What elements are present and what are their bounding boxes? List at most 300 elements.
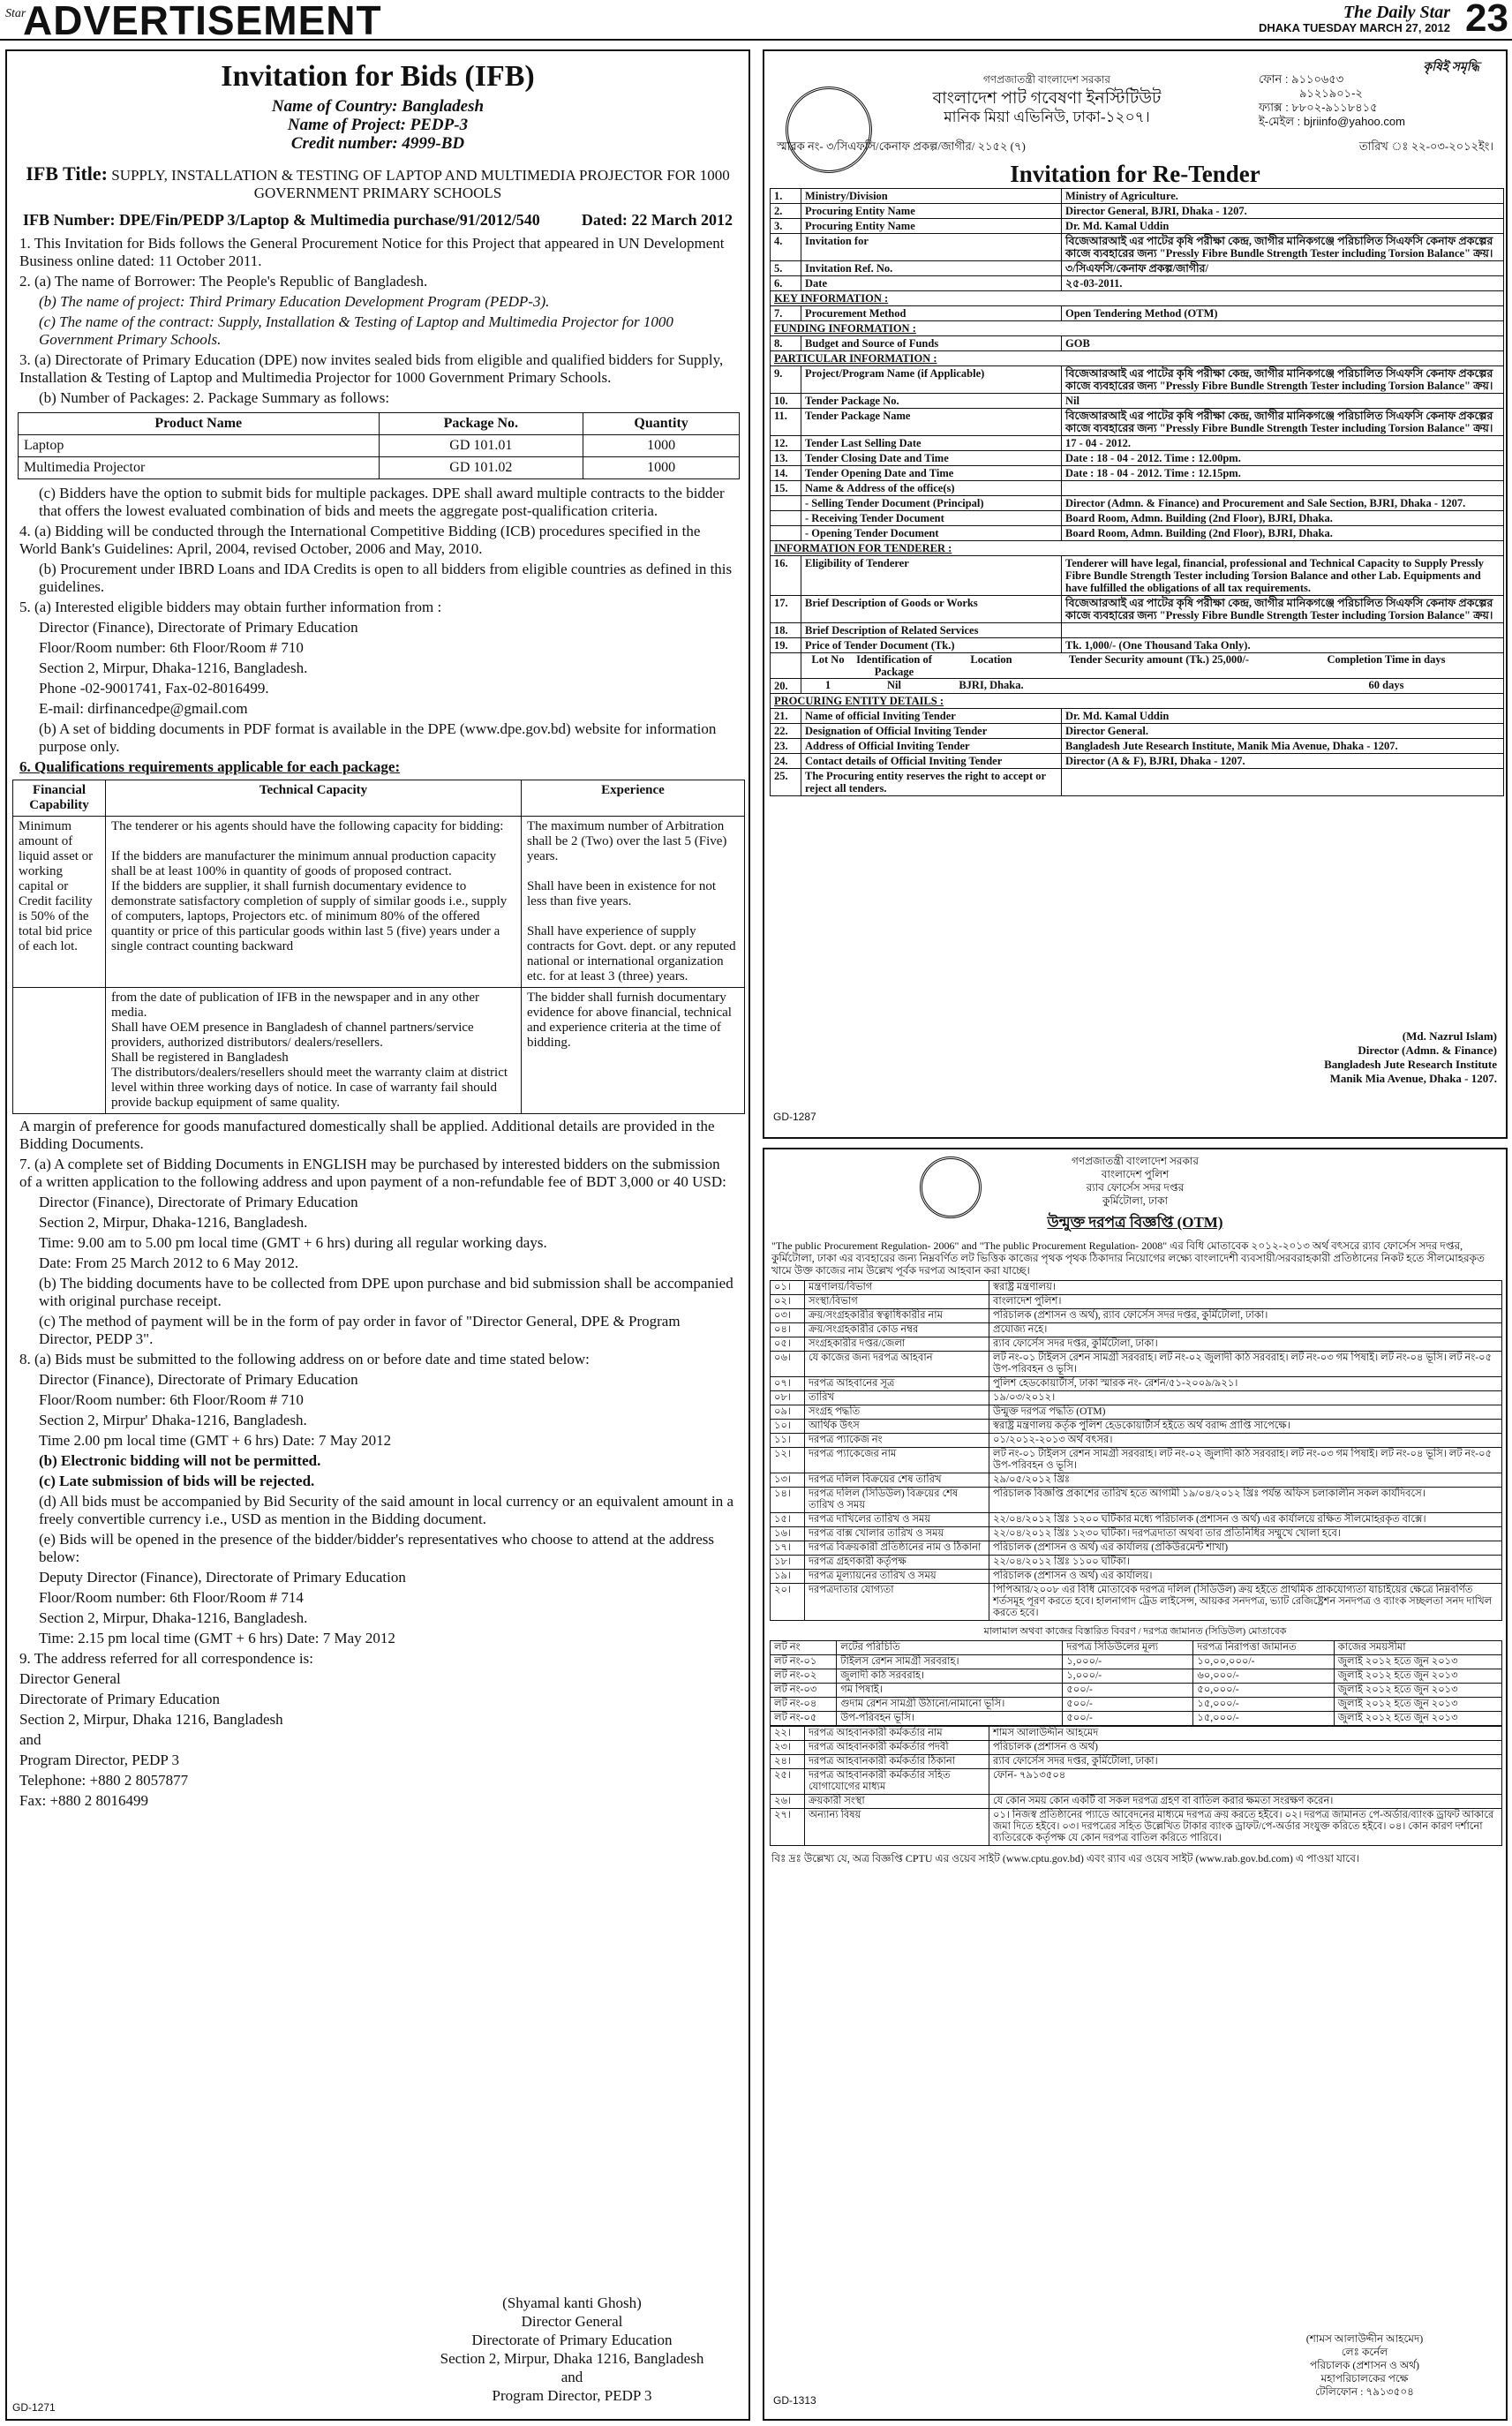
row-key: যে কাজের জন্য দরপত্র আহবান: [805, 1352, 989, 1377]
ifb-signature: [395, 2294, 748, 2405]
table-row: [771, 1488, 1502, 1513]
row-value: পরিচালক (প্রশাসন ও অর্থ) এর কার্যালয়।: [989, 1570, 1502, 1584]
exp-item: Shall have experience of supply contracts for Govt. dept. or any reputed national or international organization etc. for at least 3 (three) years.: [527, 924, 736, 983]
row-key: মন্ত্রণালয়/বিভাগ: [805, 1281, 989, 1295]
table-row: [771, 351, 1504, 366]
lot-value: 60 days: [1368, 679, 1404, 691]
row-number: 25.: [771, 769, 801, 796]
lot-row: [771, 679, 1504, 694]
masthead: The Daily Star: [1343, 3, 1450, 22]
ifb-para-8b: (b) Electronic bidding will not be permitted.: [39, 1452, 321, 1469]
signature-line: (শামস আলাউদ্দীন আহমেদ): [1305, 2332, 1424, 2345]
contact-line: ফ্যাক্স : ৮৮০২-৯১১৮৪১৫: [1259, 101, 1378, 114]
table-row: [771, 724, 1504, 739]
row-key: Contact details of Official Inviting Tender: [801, 754, 1062, 769]
row-value: Bangladesh Jute Research Institute, Manik Mia Avenue, Dhaka - 1207.: [1062, 739, 1504, 754]
row-value: পরিচালক (প্রশাসন ও অর্থ): [989, 1741, 1502, 1755]
row-number: ১২।: [771, 1448, 805, 1473]
table-row: [771, 481, 1504, 496]
table-row: [771, 1309, 1502, 1323]
row-value: Tenderer will have legal, financial, professional and Technical Capacity to Supply Pressly Fibre Bundle Strength Tester including Torsion Balance and other Lab. Equipments and have fulfilled the obligations of all tax requirements.: [1062, 556, 1504, 596]
experience-2: [522, 988, 745, 1114]
table-row: [771, 1473, 1502, 1488]
row-value: Open Tendering Method (OTM): [1062, 306, 1504, 321]
lot-no: লট নং-০৩: [771, 1684, 837, 1698]
address-line: Directorate of Primary Education: [19, 1691, 221, 1707]
table-row: [771, 1584, 1502, 1621]
row-number: ১০।: [771, 1420, 805, 1434]
row-key: - Selling Tender Document (Principal): [801, 496, 1062, 511]
ifb-para-1: 1. This Invitation for Bids follows the General Procurement Notice for this Project that appeared in UN Development Business online dated: 11 October 2011.: [19, 235, 725, 269]
table-row: [771, 769, 1504, 796]
row-value: ২২/০৪/২০১২ খ্রিঃ ১২০০ ঘটিকার মধ্যে পরিচালক (প্রশাসন ও অর্থ) এর কার্যালয়ে রক্ষিত সীলমোহরকৃত বাক্সে।: [989, 1513, 1502, 1527]
table-row: [771, 1295, 1502, 1309]
tech-item: Shall have OEM presence in Bangladesh of channel partners/service providers, authorized distributors/ dealers/resellers.: [111, 1021, 474, 1050]
row-value: পরিচালক (প্রশাসন ও অর্থ), র‍্যাব ফোর্সেস সদর দপ্তর, কুর্মিটোলা, ঢাকা।: [989, 1309, 1502, 1323]
empty-cell: [13, 988, 106, 1114]
memo-number: স্মারক নং- ৩/সিএফসি/কেনাফ প্রকল্প/জাগীর/ ২১৫২ (৭): [777, 139, 1026, 153]
pkg-header: Product Name: [19, 413, 380, 435]
pkg-qty: 1000: [583, 435, 740, 457]
row-number: 11.: [771, 409, 801, 436]
lot-security: ৫০,০০০/-: [1193, 1684, 1334, 1698]
row-value: বিজেআরআই এর পাটের কৃষি পরীক্ষা কেন্দ্র, জাগীর মানিকগঞ্জে পরিচালিত সিএফসি কেনাফ প্রকল্পের কাজে ব্যবহারের জন্য "Pressly Fibre Bundle Strength Tester including Torsion Balance" ক্রয়।: [1062, 596, 1504, 623]
header-line: কুর্মিটোলা, ঢাকা: [1102, 1194, 1168, 1207]
row-value: র‍্যাব ফোর্সেস সদর দপ্তর, কুর্মিটোলা, ঢাকা।: [989, 1337, 1502, 1352]
financial-capability: Minimum amount of liquid asset or working capital or Credit facility is 50% of the total bid price of each lot.: [13, 817, 106, 988]
signature-line: Directorate of Primary Education: [471, 2332, 673, 2348]
lot-no: লট নং-০৫: [771, 1712, 837, 1726]
row-number: ২৩।: [771, 1741, 805, 1755]
row-number: 13.: [771, 451, 801, 466]
pkg-qty: 1000: [583, 457, 740, 479]
row-value: Board Room, Admn. Building (2nd Floor), BJRI, Dhaka.: [1062, 511, 1504, 526]
lot-price: ৫০০/-: [1063, 1698, 1193, 1712]
address-line: Section 2, Mirpur, Dhaka-1216, Bangladesh.: [39, 1609, 308, 1626]
lot-security: ১৫,০০০/-: [1193, 1712, 1334, 1726]
row-number: ০৩।: [771, 1309, 805, 1323]
tech-item: If the bidders are manufacturer the minimum annual production capacity shall be at least 100% in quantity of goods of proposed contract.: [111, 849, 497, 878]
address-line: Fax: +880 2 8016499: [19, 1792, 149, 1809]
contact-line: ই-মেইল : bjriinfo@yahoo.com: [1259, 115, 1405, 128]
ifb-title-text: SUPPLY, INSTALLATION & TESTING OF LAPTOP AND MULTIMEDIA PROJECTOR FOR 1000 GOVERNMENT PRIMARY SCHOOLS: [111, 167, 730, 201]
pkg-name: Multimedia Projector: [19, 457, 380, 479]
row-key: দরপত্র আহবানকারী কর্মকর্তার নাম: [805, 1727, 989, 1741]
otm-signature: [1250, 2332, 1479, 2399]
signature-line: Manik Mia Avenue, Dhaka - 1207.: [1329, 1072, 1497, 1085]
section-heading: PARTICULAR INFORMATION :: [771, 351, 1504, 366]
table-row: [771, 1281, 1502, 1295]
row-number: ০৮।: [771, 1391, 805, 1405]
row-number: ০৫।: [771, 1337, 805, 1352]
row-value: স্বরাষ্ট্র মন্ত্রণালয় কর্তৃক পুলিশ হেডকোয়ার্টার্স হইতে অর্থ বরাদ্দ প্রাপ্তি সাপেক্ষে।: [989, 1420, 1502, 1434]
ad-code: GD-1271: [12, 2401, 56, 2414]
row-value: শামস আলাউদ্দীন আহমেদ: [989, 1727, 1502, 1741]
ifb-para-2b: (b) The name of project: Third Primary Education Development Program (PEDP-3).: [39, 293, 550, 310]
table-row: [771, 1323, 1502, 1337]
signature-line: (Md. Nazrul Islam): [1402, 1029, 1497, 1043]
page-number: 23: [1465, 0, 1508, 40]
issue-date: DHAKA TUESDAY MARCH 27, 2012: [1259, 21, 1450, 34]
header-line: মানিক মিয়া এভিনিউ, ঢাকা-১২০৭।: [944, 109, 1150, 125]
exp-item: The maximum number of Arbitration shall be 2 (Two) over the last 5 (Five) years.: [527, 819, 727, 863]
qual-header: Technical Capacity: [106, 780, 522, 817]
row-number: 12.: [771, 436, 801, 451]
row-number: 16.: [771, 556, 801, 596]
row-number: 10.: [771, 394, 801, 409]
ifb-body-2: [7, 485, 748, 776]
address-line: Time: 9.00 am to 5.00 pm local time (GMT + 6 hrs) during all regular working days.: [39, 1234, 547, 1251]
row-key: সংগ্রহ পদ্ধতি: [805, 1405, 989, 1420]
ifb-credit: Credit number: 4999-BD: [290, 134, 465, 153]
row-number: 17.: [771, 596, 801, 623]
table-row: [771, 261, 1504, 276]
row-number: ১৬।: [771, 1527, 805, 1541]
ifb-advertisement: [5, 49, 750, 2421]
ifb-para-3b: (b) Number of Packages: 2. Package Summary as follows:: [39, 389, 390, 406]
table-row: [771, 1755, 1502, 1769]
row-number: 20.: [771, 679, 801, 694]
row-number: 21.: [771, 709, 801, 724]
row-key: দরপত্র আহবানকারী কর্মকর্তার পদবী: [805, 1741, 989, 1755]
table-row: [771, 1741, 1502, 1755]
otm-advertisement: [763, 1148, 1508, 2421]
row-value: Date : 18 - 04 - 2012. Time : 12.00pm.: [1062, 451, 1504, 466]
signature-line: Bangladesh Jute Research Institute: [1324, 1058, 1497, 1071]
slogan: কৃষিই সমৃদ্ধি: [1423, 61, 1479, 74]
row-number: ২৬।: [771, 1795, 805, 1809]
lot-header-cell: [801, 653, 1504, 679]
ifb-para-7a: 7. (a) A complete set of Bidding Documents in ENGLISH may be purchased by interested bidders on the submission of a written application to the following address and upon payment of a non-refundable fee of BDT 3,000 or 40 USD:: [19, 1156, 726, 1190]
row-value: Director (Admn. & Finance) and Procurement and Sale Section, BJRI, Dhaka - 1207.: [1062, 496, 1504, 511]
table-row: [771, 234, 1504, 261]
lot-no: লট নং-০২: [771, 1669, 837, 1684]
table-row: [771, 436, 1504, 451]
table-row: [771, 1795, 1502, 1809]
row-number: [771, 496, 801, 511]
row-number: ১৪।: [771, 1488, 805, 1513]
row-key: - Receiving Tender Document: [801, 511, 1062, 526]
row-number: [771, 511, 801, 526]
row-value: ০১। নিজস্ব প্রতিষ্ঠানের প্যাডে আবেদনের মাধ্যমে দরপত্র ক্রয় করতে হইবে। ০২। দরপত্র জামানত পে-অর্ডার/ব্যাংক ড্রাফট আকারে জমা দিতে হইবে। ০৩। দরপত্রের সহিত উল্লেখিত টাকার ব্যাংক ড্রাফট/পে-অর্ডার সংযুক্ত করিতে হইবে। ০৪। কোন কারণ দর্শানো ব্যতিরেকে কর্তৃপক্ষ যে কোন দরপত্র বাতিল করিতে পারিবে।: [989, 1809, 1502, 1846]
row-value: ১৯/০৩/২০১২।: [989, 1391, 1502, 1405]
row-number: 22.: [771, 724, 801, 739]
address-line: Director (Finance), Directorate of Primary Education: [39, 1194, 358, 1210]
row-value: ফোন- ৭৯১৩৫০৪: [989, 1769, 1502, 1795]
lot-header: লটের পরিচিতি: [837, 1641, 1063, 1655]
table-row: [771, 1513, 1502, 1527]
lot-header-group: [801, 653, 1503, 678]
table-row: [771, 694, 1504, 709]
row-value: [1062, 623, 1504, 638]
row-key: দরপত্রদাতার যোগ্যতা: [805, 1584, 989, 1621]
technical-capacity: [106, 817, 522, 988]
tech-item: The distributors/dealers/resellers should meet the warranty claim at district level within three working days of notice. In case of warranty fail should provide backup equipment of same quality.: [111, 1066, 508, 1110]
table-row: [771, 466, 1504, 481]
row-key: Budget and Source of Funds: [801, 336, 1062, 351]
row-number: 7.: [771, 306, 801, 321]
address-line: Section 2, Mirpur, Dhaka-1216, Bangladesh.: [39, 659, 308, 676]
row-number: 1.: [771, 189, 801, 204]
lot-header: দরপত্র নিরাপত্তা জামানত: [1193, 1641, 1334, 1655]
table-row: [771, 1337, 1502, 1352]
row-key: Name & Address of the office(s): [801, 481, 1062, 496]
row-key: Tender Last Selling Date: [801, 436, 1062, 451]
address-line: Floor/Room number: 6th Floor/Room # 710: [39, 639, 304, 656]
row-number: ২৫।: [771, 1769, 805, 1795]
row-number: 3.: [771, 219, 801, 234]
lot-value: Nil: [887, 679, 901, 691]
row-key: সংগ্রহকারীর দপ্তর/জেলা: [805, 1337, 989, 1352]
rab-emblem-icon: [920, 1156, 982, 1218]
header-line: গণপ্রজাতন্ত্রী বাংলাদেশ সরকার: [1071, 1155, 1200, 1167]
ifb-heading: Invitation for Bids (IFB): [221, 60, 535, 93]
row-number: ২৭।: [771, 1809, 805, 1846]
row-value: বাংলাদেশ পুলিশ।: [989, 1295, 1502, 1309]
table-row: [771, 219, 1504, 234]
row-number: [771, 526, 801, 541]
retender-title: Invitation for Re-Tender: [1010, 161, 1260, 187]
lot-price: ৫০০/-: [1063, 1684, 1193, 1698]
lot-name: গুদাম রেশন সামগ্রী উঠানো/নামানো ভূসি।: [837, 1698, 1063, 1712]
lot-time: জুলাই ২০১২ হতে জুন ২০১৩: [1334, 1669, 1501, 1684]
section-heading: INFORMATION FOR TENDERER :: [771, 541, 1504, 556]
row-number: ০৪।: [771, 1323, 805, 1337]
row-value: উন্মুক্ত দরপত্র পদ্ধতি (OTM): [989, 1405, 1502, 1420]
row-key: Invitation Ref. No.: [801, 261, 1062, 276]
table-row: [771, 709, 1504, 724]
pkg-header: Quantity: [583, 413, 740, 435]
table-row: [771, 1769, 1502, 1795]
row-value: ০১/২০১২-২০১৩ অর্থ বৎসর।: [989, 1434, 1502, 1448]
tech-item: from the date of publication of IFB in the newspaper and in any other media.: [111, 991, 479, 1020]
table-row: [771, 1698, 1502, 1712]
table-row: [771, 1448, 1502, 1473]
row-number: ১৮।: [771, 1556, 805, 1570]
margin-of-preference: A margin of preference for goods manufactured domestically shall be applied. Additional details are provided in the Bidding Documents.: [19, 1118, 715, 1152]
row-number: ২০।: [771, 1584, 805, 1621]
header-line: বাংলাদেশ পুলিশ: [1101, 1168, 1170, 1180]
email-line: E-mail: dirfinancedpe@gmail.com: [39, 700, 248, 717]
signature-line: Section 2, Mirpur, Dhaka 1216, Bangladesh: [440, 2350, 704, 2367]
lot-security: ১০,০০,০০০/-: [1193, 1655, 1334, 1669]
row-key: Date: [801, 276, 1062, 291]
table-row: [771, 1405, 1502, 1420]
lot-time: জুলাই ২০১২ হতে জুন ২০১৩: [1334, 1698, 1501, 1712]
row-value: স্বরাষ্ট্র মন্ত্রণালয়।: [989, 1281, 1502, 1295]
memo-row: [764, 126, 1506, 157]
address-line: Time: 2.15 pm local time (GMT + 6 hrs) Date: 7 May 2012: [39, 1630, 395, 1646]
ifb-title: [7, 162, 748, 202]
address-line: Section 2, Mirpur, Dhaka 1216, Bangladesh: [19, 1711, 283, 1728]
row-key: Tender Opening Date and Time: [801, 466, 1062, 481]
row-key: Ministry/Division: [801, 189, 1062, 204]
experience: [522, 817, 745, 988]
row-key: দরপত্র বিক্রয়কারী প্রতিষ্ঠানের নাম ও ঠিকানা: [805, 1541, 989, 1556]
lot-header: দরপত্র সিডিউলের মূল্য: [1063, 1641, 1193, 1655]
address-line: Program Director, PEDP 3: [19, 1752, 179, 1768]
row-value: Board Room, Admn. Building (2nd Floor), BJRI, Dhaka.: [1062, 526, 1504, 541]
address-line: Director (Finance), Directorate of Primary Education: [39, 1371, 358, 1388]
row-key: ক্রয়/সংগ্রহকারীর কোড নম্বর: [805, 1323, 989, 1337]
row-value: Director (A & F), BJRI, Dhaka - 1207.: [1062, 754, 1504, 769]
lot-time: জুলাই ২০১২ হতে জুন ২০১৩: [1334, 1684, 1501, 1698]
lot-price: ৫০০/-: [1063, 1712, 1193, 1726]
row-number: ০৭।: [771, 1377, 805, 1391]
row-key: Tender Package No.: [801, 394, 1062, 409]
ifb-title-label: IFB Title:: [26, 162, 108, 185]
otm-intro: "The public Procurement Regulation- 2006" and "The public Procurement Regulation- 2008" এর বিধি মোতাবেক ২০১২-২০১৩ অর্থ বৎসরে র‍্যাব ফোর্সেস সদর দপ্তর, কুর্মিটোলা, ঢাকা এর ব্যবহারের জন্য নিম্নবর্ণিত লট ভিত্তিক কাজের পৃথক পৃথক ঠিকাদার নিয়োগের লক্ষ্যে বাংলাদেশী ব্যবসায়ী/সরবরাহকারী প্রতিষ্ঠানের নিকট হতে সীলমোহরকৃত খামে উক্ত কাজের নাম উল্লেখ পূর্বক দরপত্র আহবান করা যাচ্ছে।: [771, 1239, 1485, 1277]
ifb-dated: Dated: 22 March 2012: [581, 211, 733, 229]
table-row: [771, 596, 1504, 623]
ifb-para-3a: 3. (a) Directorate of Primary Education (DPE) now invites sealed bids from eligible and qualified bidders for Supply, Installation & Testing of Laptop and Multimedia Projector for 1000 Government Primary Schools.: [19, 351, 724, 386]
address-line: Director (Finance), Directorate of Primary Education: [39, 619, 358, 636]
lot-security: ৬০,০০০/-: [1193, 1669, 1334, 1684]
row-key: Procurement Method: [801, 306, 1062, 321]
tech-item: The tenderer or his agents should have the following capacity for bidding:: [111, 819, 504, 833]
row-key: দরপত্র আহবানকারী কর্মকর্তার ঠিকানা: [805, 1755, 989, 1769]
row-number: ১৫।: [771, 1513, 805, 1527]
table-row: [771, 189, 1504, 204]
row-number: 9.: [771, 366, 801, 394]
lot-no: লট নং-০১: [771, 1655, 837, 1669]
table-row: [771, 1434, 1502, 1448]
table-row: [771, 291, 1504, 306]
contact-line: ৯১২১৯০১-২: [1299, 87, 1363, 100]
address-line: Section 2, Mirpur' Dhaka-1216, Bangladesh.: [39, 1412, 307, 1428]
row-value: বিজেআরআই এর পাটের কৃষি পরীক্ষা কেন্দ্র, জাগীর মানিকগঞ্জে পরিচালিত সিএফসি কেনাফ প্রকল্পের কাজে ব্যবহারের জন্য "Pressly Fibre Bundle Strength Tester including Torsion Balance" ক্রয়।: [1062, 366, 1504, 394]
row-key: Eligibility of Tenderer: [801, 556, 1062, 596]
row-value: লট নং-০১ টাইলস রেশন সামগ্রী সরবরাহ। লট নং-০২ জুলাদী কাঠ সরবরাহ। লট নং-০৩ গম পিষাই। লট নং-০৪ ভূসি। লট নং-০৫ উপ-পরিবহন ও ভূসি।: [989, 1448, 1502, 1473]
row-number: ০১।: [771, 1281, 805, 1295]
ifb-para-2c: (c) The name of the contract: Supply, Installation & Testing of Laptop and Multimedia Projector for 1000 Government Primary Schools.: [39, 313, 673, 348]
otm-title: উন্মুক্ত দরপত্র বিজ্ঞপ্তি (OTM): [1047, 1214, 1223, 1231]
ifb-para-5a: 5. (a) Interested eligible bidders may obtain further information from :: [19, 599, 442, 615]
qual-header: Experience: [522, 780, 745, 817]
signature-line: Director (Admn. & Finance): [1358, 1043, 1497, 1057]
row-value: বিজেআরআই এর পাটের কৃষি পরীক্ষা কেন্দ্র, জাগীর মানিকগঞ্জে পরিচালিত সিএফসি কেনাফ প্রকল্পের কাজে ব্যবহারের জন্য "Pressly Fibre Bundle Strength Tester including Torsion Balance" ক্রয়।: [1062, 409, 1504, 436]
ad-code: GD-1287: [773, 1111, 816, 1123]
row-key: অন্যান্য বিষয়: [805, 1809, 989, 1846]
row-key: দরপত্র বাক্স খোলার তারিখ ও সময়: [805, 1527, 989, 1541]
lot-header: কাজের সময়সীমা: [1334, 1641, 1501, 1655]
table-row: [771, 1684, 1502, 1698]
row-number: 23.: [771, 739, 801, 754]
row-key: দরপত্র দাখিলের তারিখ ও সময়: [805, 1513, 989, 1527]
row-value: Tk. 1,000/- (One Thousand Taka Only).: [1062, 638, 1504, 653]
table-row: [19, 457, 740, 479]
address-line: Date: From 25 March 2012 to 6 May 2012.: [39, 1254, 299, 1271]
ifb-para-8d: (d) All bids must be accompanied by Bid Security of the said amount in local currency or an equivalent amount in a freely convertible currency i.e., USD as mention in the Bidding document.: [39, 1493, 733, 1527]
lot-values: [801, 679, 1503, 691]
lot-header: Identification of Package: [856, 653, 932, 678]
pkg-header: Package No.: [379, 413, 583, 435]
table-row: [771, 1570, 1502, 1584]
table-row: [771, 739, 1504, 754]
header-line: বাংলাদেশ পাট গবেষণা ইনস্টিটিউট: [932, 89, 1162, 108]
row-number: ০৯।: [771, 1405, 805, 1420]
lot-price: ১,০০০/-: [1063, 1655, 1193, 1669]
qual-header: Financial Capability: [13, 780, 106, 817]
table-row: [771, 1655, 1502, 1669]
lot-name: টাইলস রেশন সামগ্রী সরবরাহ।: [837, 1655, 1063, 1669]
ifb-para-9: 9. The address referred for all correspondence is:: [19, 1650, 313, 1667]
row-number: 2.: [771, 204, 801, 219]
ifb-para-4b: (b) Procurement under IBRD Loans and IDA Credits is open to all bidders from eligible countries as defined in this guidelines.: [39, 561, 733, 595]
contact-line: ফোন : ৯১১০৬৫৩: [1259, 72, 1344, 86]
row-value: Director General, BJRI, Dhaka - 1207.: [1062, 204, 1504, 219]
table-row: [771, 1556, 1502, 1570]
qualification-table: [12, 780, 745, 1114]
row-key: Tender Closing Date and Time: [801, 451, 1062, 466]
row-key: The Procuring entity reserves the right to accept or reject all tenders.: [801, 769, 1062, 796]
lot-header: Location: [970, 653, 1012, 666]
ad-code: GD-1313: [773, 2394, 816, 2407]
row-value: প্রযোজ্য নহে।: [989, 1323, 1502, 1337]
empty-cell: [771, 653, 801, 679]
otm-table: [770, 1280, 1502, 1621]
address-line: Telephone: +880 2 8057877: [19, 1772, 189, 1789]
row-key: দরপত্র প্যাকেজের নাম: [805, 1448, 989, 1473]
table-row: [771, 1712, 1502, 1726]
row-number: 6.: [771, 276, 801, 291]
row-number: ১১।: [771, 1434, 805, 1448]
lot-header-row: [771, 653, 1504, 679]
retender-advertisement: [763, 49, 1508, 1139]
ifb-body: [7, 235, 748, 407]
table-row: [771, 638, 1504, 653]
row-number: ০২।: [771, 1295, 805, 1309]
ifb-para-8e: (e) Bids will be opened in the presence of the bidder/bidder's representatives who choose to attend at the address below:: [39, 1531, 714, 1565]
address-line: Floor/Room number: 6th Floor/Room # 710: [39, 1391, 304, 1408]
row-value: ২৯/০৫/২০১২ খ্রিঃ: [989, 1473, 1502, 1488]
row-value: Director General.: [1062, 724, 1504, 739]
address-line: Floor/Room number: 6th Floor/Room # 714: [39, 1589, 304, 1606]
table-row: [771, 336, 1504, 351]
table-row: [771, 321, 1504, 336]
row-key: Tender Package Name: [801, 409, 1062, 436]
row-key: দরপত্র প্যাকেজ নং: [805, 1434, 989, 1448]
row-value: পরিচালক (প্রশাসন ও অর্থ) এর কার্যালয় (প্রকিউরমেন্ট শাখা): [989, 1541, 1502, 1556]
row-number: 5.: [771, 261, 801, 276]
row-key: - Opening Tender Document: [801, 526, 1062, 541]
table-row: [771, 754, 1504, 769]
table-row: [771, 526, 1504, 541]
row-number: 15.: [771, 481, 801, 496]
row-number: 8.: [771, 336, 801, 351]
table-row: [771, 496, 1504, 511]
lot-caption: মালামাল অথবা কাজের বিস্তারিত বিবরণ / দরপত্র জামানত (সিডিউল) মোতাবেক: [983, 1626, 1287, 1637]
table-row: [771, 1391, 1502, 1405]
signature-line: and: [560, 2369, 583, 2385]
row-number: 4.: [771, 234, 801, 261]
row-value: লট নং-০১ টাইলস রেশন সামগ্রী সরবরাহ। লট নং-০২ জুলাদী কাঠ সরবরাহ। লট নং-০৩ গম পিষাই। লট নং-০৪ ভূসি। লট নং-০৫ উপ-পরিবহন ও ভূসি।: [989, 1352, 1502, 1377]
exp-item: The bidder shall furnish documentary evidence for above financial, technical and experience criteria at the time of bidding.: [527, 991, 732, 1050]
table-row: [13, 817, 745, 988]
ifb-para-4a: 4. (a) Bidding will be conducted through the International Competitive Bidding (ICB) procedures specified in the World Bank's Guidelines: April, 2004, revised October, 2006 and May, 2010.: [19, 523, 701, 557]
row-key: ক্রয়কারী সংস্থা: [805, 1795, 989, 1809]
row-key: দরপত্র আহবানকারী কর্মকর্তার সহিত যোগাযোগের মাধ্যম: [805, 1769, 989, 1795]
address-line: Section 2, Mirpur, Dhaka-1216, Bangladesh.: [39, 1214, 308, 1231]
ifb-para-7b: (b) The bidding documents have to be collected from DPE upon purchase and bid submission shall be accompanied with original purchase receipt.: [39, 1275, 733, 1309]
row-number: ১৭।: [771, 1541, 805, 1556]
pkg-no: GD 101.01: [379, 435, 583, 457]
table-row: [771, 204, 1504, 219]
qualification-heading: 6. Qualifications requirements applicable for each package:: [19, 758, 401, 775]
signature-line: লেঃ কর্নেল: [1341, 2346, 1388, 2358]
signature-line: Program Director, PEDP 3: [492, 2387, 652, 2404]
row-value: বিজেআরআই এর পাটের কৃষি পরীক্ষা কেন্দ্র, জাগীর মানিকগঞ্জে পরিচালিত সিএফসি কেনাফ প্রকল্পের কাজে ব্যবহারের জন্য "Pressly Fibre Bundle Strength Tester including Torsion Balance" ক্রয়।: [1062, 234, 1504, 261]
